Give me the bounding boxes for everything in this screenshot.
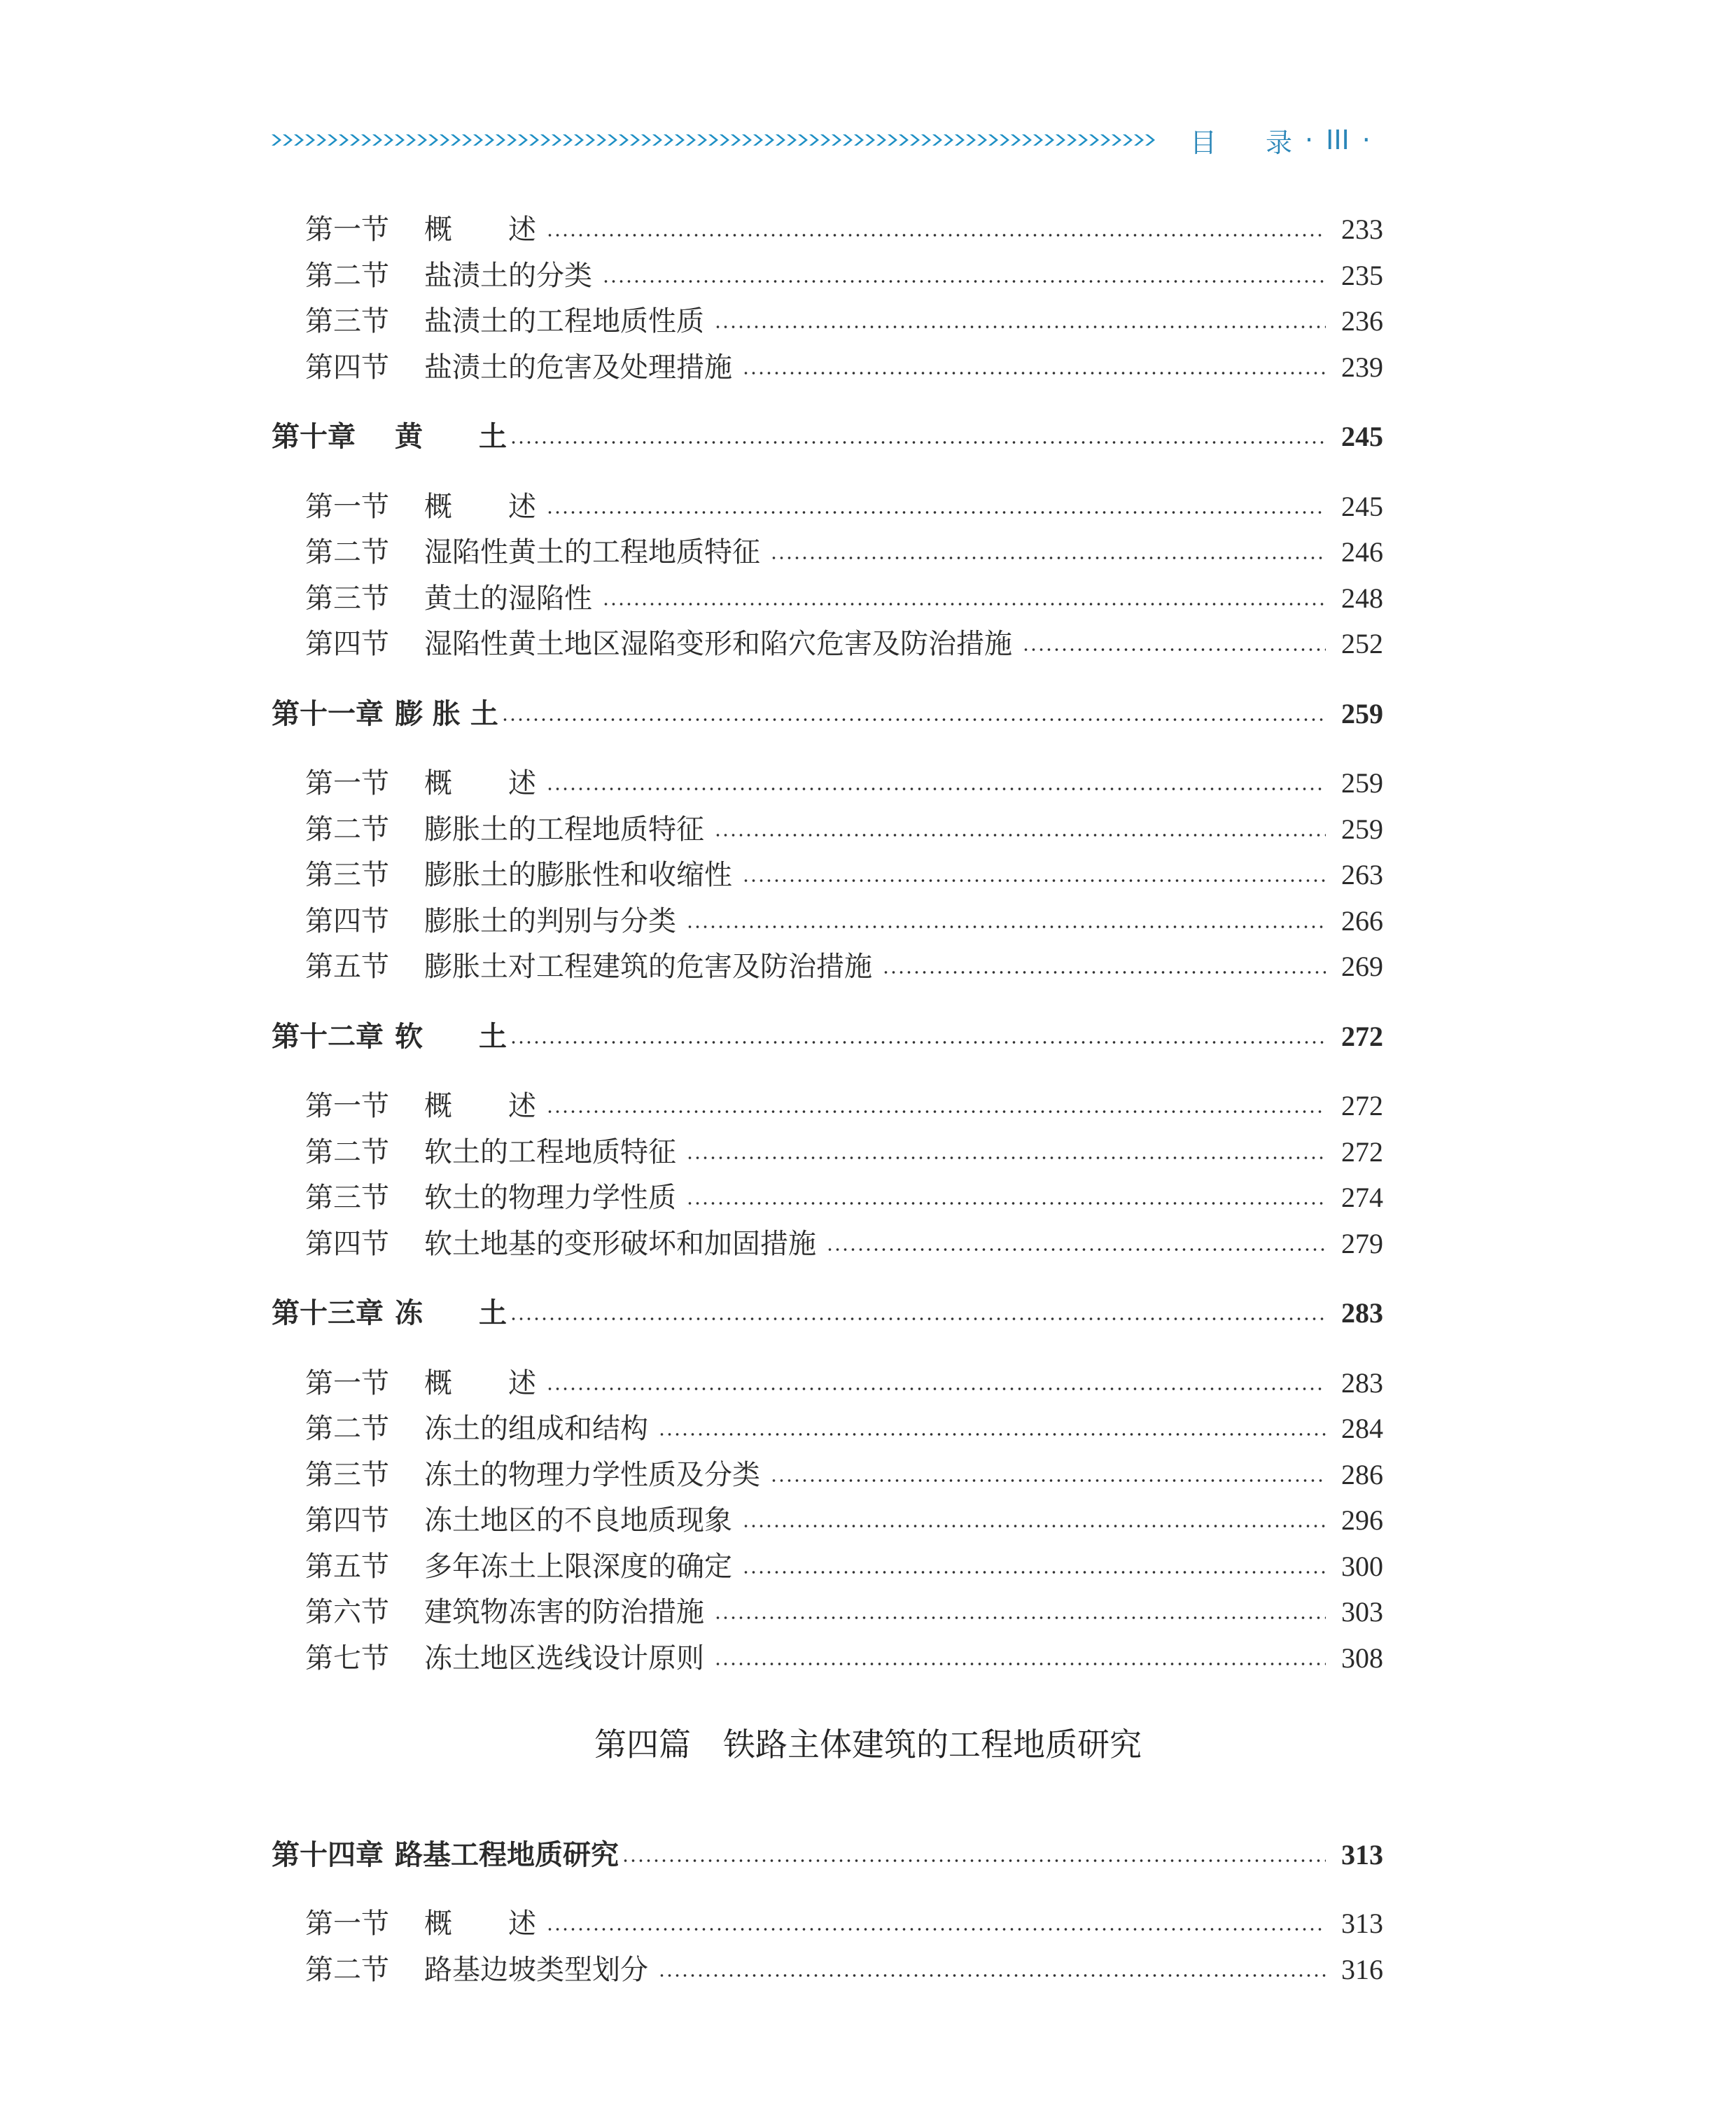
toc-entry-number: 第一节 <box>305 214 389 246</box>
toc-section-row[interactable] <box>305 1636 1383 1678</box>
toc-page-number: 259 <box>1341 767 1383 799</box>
chevron-mark <box>552 134 561 146</box>
toc-section-row[interactable] <box>305 1406 1383 1448</box>
chevron-border-decoration <box>272 132 1161 148</box>
toc-page-number: 283 <box>1341 1366 1383 1399</box>
toc-entry-number: 第一节 <box>305 1366 389 1399</box>
dot-leader <box>742 879 1326 883</box>
toc-entry-title: 膨胀土对工程建筑的危害及防治措施 <box>424 951 872 983</box>
toc-entry-title: 软 土 <box>395 1020 507 1053</box>
chevron-mark <box>428 134 438 146</box>
dot-leader <box>714 833 1326 837</box>
dot-leader <box>686 1201 1326 1205</box>
toc-section-row[interactable] <box>305 1590 1383 1632</box>
chevron-mark <box>820 134 830 146</box>
toc-page-number: 245 <box>1341 421 1383 452</box>
dot-leader <box>770 1478 1326 1483</box>
toc-entry-number: 第一节 <box>305 767 389 799</box>
chevron-mark <box>764 134 774 146</box>
toc-page-number: 286 <box>1341 1458 1383 1490</box>
header-label-mu: 目 <box>1190 127 1217 158</box>
toc-section-row[interactable] <box>305 1947 1383 1989</box>
toc-entry-number: 第四节 <box>305 351 389 384</box>
dot-leader <box>686 925 1326 929</box>
toc-entry-title: 软土地基的变形破坏和加固措施 <box>424 1227 816 1260</box>
toc-section-row[interactable] <box>305 899 1383 941</box>
chevron-mark <box>1145 134 1155 146</box>
dot-leader <box>742 1524 1326 1528</box>
toc-section-row[interactable] <box>305 253 1383 295</box>
dot-leader <box>501 718 1326 722</box>
chevron-mark <box>540 134 550 146</box>
toc-entry-number: 第十章 <box>272 421 356 453</box>
dot-leader <box>686 1156 1326 1160</box>
toc-section-row[interactable] <box>305 807 1383 849</box>
chevron-mark <box>731 134 741 146</box>
toc-chapter-row[interactable] <box>272 1291 1383 1333</box>
dot-leader <box>882 970 1326 974</box>
toc-entry-title: 冻 土 <box>395 1297 507 1329</box>
toc-entry-number: 第二节 <box>305 536 389 568</box>
chevron-mark <box>1067 134 1077 146</box>
toc-page-number: 283 <box>1341 1297 1383 1329</box>
toc-section-row[interactable] <box>305 944 1383 986</box>
chevron-mark <box>1033 134 1043 146</box>
chevron-mark <box>888 134 897 146</box>
toc-section-row[interactable] <box>305 1175 1383 1217</box>
chevron-mark <box>417 134 427 146</box>
toc-section-row[interactable] <box>305 530 1383 572</box>
chevron-mark <box>753 134 763 146</box>
toc-entry-title: 概 述 <box>424 490 536 523</box>
toc-entry-number: 第三节 <box>305 582 389 615</box>
chevron-mark <box>283 134 293 146</box>
toc-page-number: 274 <box>1341 1182 1383 1213</box>
dot-leader <box>602 602 1326 606</box>
chevron-mark <box>630 134 640 146</box>
toc-entry-number: 第二节 <box>305 1135 389 1168</box>
chevron-mark <box>406 134 416 146</box>
chevron-mark <box>1123 134 1133 146</box>
chevron-mark <box>832 134 841 146</box>
part-heading: 第四篇 铁路主体建筑的工程地质研究 <box>594 1726 1142 1763</box>
toc-entry-title: 软土的物理力学性质 <box>424 1182 676 1214</box>
dot-leader <box>770 556 1326 560</box>
chevron-mark <box>966 134 976 146</box>
toc-page-number: 259 <box>1341 697 1383 729</box>
toc-entry-title: 膨胀土的判别与分类 <box>424 904 676 937</box>
chevron-mark <box>708 134 718 146</box>
toc-entry-title: 膨胀土的膨胀性和收缩性 <box>424 859 732 891</box>
toc-entry-number: 第六节 <box>305 1596 389 1628</box>
chevron-mark <box>686 134 696 146</box>
chevron-mark <box>507 134 517 146</box>
toc-entry-title: 冻土地区的不良地质现象 <box>424 1504 732 1537</box>
toc-page-number: 233 <box>1341 214 1383 245</box>
toc-entry-number: 第一节 <box>305 490 389 523</box>
toc-entry-number: 第三节 <box>305 1458 389 1491</box>
dot-leader <box>546 787 1326 791</box>
chevron-mark <box>272 134 281 146</box>
toc-entry-title: 概 述 <box>424 1908 536 1940</box>
toc-entry-title: 建筑物冻害的防治措施 <box>424 1596 704 1628</box>
chevron-mark <box>977 134 987 146</box>
toc-entry-number: 第二节 <box>305 813 389 846</box>
chevron-mark <box>798 134 808 146</box>
toc-entry-title: 黄 土 <box>395 421 507 453</box>
chevron-mark <box>361 134 371 146</box>
toc-section-row[interactable] <box>305 622 1383 664</box>
toc-entry-number: 第十一章 <box>272 697 384 730</box>
chevron-mark <box>585 134 595 146</box>
toc-chapter-row[interactable] <box>272 1833 1383 1875</box>
toc-entry-number: 第五节 <box>305 1550 389 1583</box>
chevron-mark <box>372 134 382 146</box>
toc-page-number: 246 <box>1341 536 1383 568</box>
toc-chapter-row[interactable] <box>272 692 1383 734</box>
toc-entry-title: 路基工程地质研究 <box>395 1839 619 1871</box>
toc-page-number: 296 <box>1341 1504 1383 1536</box>
toc-entry-number: 第四节 <box>305 904 389 937</box>
toc-section-row[interactable] <box>305 1901 1383 1943</box>
dot-leader <box>510 440 1326 445</box>
chevron-mark <box>742 134 752 146</box>
toc-chapter-row[interactable] <box>272 414 1383 456</box>
chevron-mark <box>305 134 315 146</box>
toc-entry-title: 概 述 <box>424 1090 536 1122</box>
toc-page-number: 313 <box>1341 1908 1383 1939</box>
toc-page-number: 239 <box>1341 351 1383 383</box>
toc-entry-number: 第三节 <box>305 305 389 337</box>
chevron-mark <box>608 134 617 146</box>
chevron-mark <box>563 134 573 146</box>
chevron-mark <box>1056 134 1065 146</box>
toc-page-number: 235 <box>1341 259 1383 291</box>
chevron-mark <box>496 134 505 146</box>
chevron-mark <box>596 134 606 146</box>
toc-entry-title: 膨 胀 土 <box>395 697 498 730</box>
chevron-mark <box>675 134 685 146</box>
chevron-mark <box>1112 134 1121 146</box>
chevron-mark <box>664 134 673 146</box>
toc-entry-title: 概 述 <box>424 1366 536 1399</box>
toc-section-row[interactable] <box>305 853 1383 895</box>
toc-page-number: 300 <box>1341 1550 1383 1582</box>
toc-entry-number: 第四节 <box>305 1504 389 1537</box>
toc-entry-title: 路基边坡类型划分 <box>424 1953 648 1986</box>
chevron-mark <box>787 134 797 146</box>
toc-entry-title: 膨胀土的工程地质特征 <box>424 813 704 846</box>
dot-leader <box>546 1927 1326 1931</box>
toc-section-row[interactable] <box>305 761 1383 803</box>
dot-leader <box>714 1662 1326 1666</box>
toc-page-number: 272 <box>1341 1090 1383 1121</box>
toc-page-number: 269 <box>1341 951 1383 982</box>
toc-page-number: 236 <box>1341 305 1383 337</box>
toc-section-row[interactable] <box>305 1361 1383 1403</box>
dot-leader <box>510 1317 1326 1321</box>
toc-chapter-row[interactable] <box>272 1014 1383 1056</box>
header-title <box>1190 121 1383 160</box>
toc-page-number: 308 <box>1341 1642 1383 1674</box>
toc-entry-title: 盐渍土的危害及处理措施 <box>424 351 732 384</box>
toc-entry-number: 第十二章 <box>272 1020 384 1053</box>
toc-page-number: 279 <box>1341 1227 1383 1259</box>
toc-entry-number: 第七节 <box>305 1642 389 1674</box>
chevron-mark <box>652 134 662 146</box>
toc-entry-number: 第十三章 <box>272 1297 384 1329</box>
chevron-mark <box>294 134 304 146</box>
chevron-mark <box>1000 134 1009 146</box>
toc-page-number: 316 <box>1341 1953 1383 1985</box>
chevron-mark <box>395 134 405 146</box>
dot-leader <box>510 1040 1326 1044</box>
toc-entry-title: 黄土的湿陷性 <box>424 582 592 615</box>
toc-section-row[interactable] <box>305 207 1383 249</box>
toc-page-number: 284 <box>1341 1413 1383 1444</box>
chevron-mark <box>316 134 326 146</box>
toc-entry-number: 第二节 <box>305 1953 389 1986</box>
chevron-mark <box>1089 134 1099 146</box>
toc-entry-title: 概 述 <box>424 767 536 799</box>
dot-leader <box>546 1387 1326 1391</box>
chevron-strip-icon <box>272 132 1161 148</box>
header-page-number: III <box>1326 125 1350 155</box>
chevron-mark <box>641 134 651 146</box>
toc-page-number: 263 <box>1341 859 1383 890</box>
toc-section-row[interactable] <box>305 1130 1383 1172</box>
toc-entry-number: 第四节 <box>305 628 389 660</box>
toc-section-row[interactable] <box>305 299 1383 341</box>
toc-section-row[interactable] <box>305 1453 1383 1495</box>
header-label-lu: 录 <box>1266 127 1293 158</box>
toc-entry-number: 第一节 <box>305 1908 389 1940</box>
toc-entry-title: 湿陷性黄土的工程地质特征 <box>424 536 760 568</box>
dot-leader <box>714 1616 1326 1620</box>
chevron-mark <box>865 134 875 146</box>
chevron-mark <box>809 134 819 146</box>
toc-section-row[interactable] <box>305 1544 1383 1586</box>
toc-entry-title: 软土的工程地质特征 <box>424 1135 676 1168</box>
toc-page-number: 272 <box>1341 1020 1383 1052</box>
toc-entry-number: 第五节 <box>305 951 389 983</box>
toc-page-number: 266 <box>1341 904 1383 937</box>
dot-leader <box>602 279 1326 284</box>
toc-entry-number: 第三节 <box>305 1182 389 1214</box>
chevron-mark <box>451 134 461 146</box>
header-dot-left: · <box>1305 125 1314 155</box>
chevron-mark <box>1022 134 1032 146</box>
chevron-mark <box>776 134 785 146</box>
toc-page-number: 245 <box>1341 490 1383 522</box>
chevron-mark <box>574 134 584 146</box>
toc-section-row[interactable] <box>305 345 1383 387</box>
chevron-mark <box>843 134 853 146</box>
chevron-mark <box>988 134 998 146</box>
chevron-mark <box>899 134 909 146</box>
dot-leader <box>658 1432 1326 1436</box>
toc-entry-title: 冻土的物理力学性质及分类 <box>424 1458 760 1491</box>
dot-leader <box>546 1110 1326 1114</box>
toc-section-row[interactable] <box>305 1498 1383 1540</box>
chevron-mark <box>944 134 953 146</box>
chevron-mark <box>720 134 729 146</box>
toc-entry-number: 第四节 <box>305 1227 389 1260</box>
dot-leader <box>826 1247 1326 1252</box>
chevron-mark <box>484 134 494 146</box>
chevron-mark <box>518 134 528 146</box>
chevron-mark <box>350 134 360 146</box>
dot-leader <box>1022 648 1326 652</box>
toc-entry-title: 湿陷性黄土地区湿陷变形和陷穴危害及防治措施 <box>424 628 1012 660</box>
chevron-mark <box>462 134 472 146</box>
chevron-mark <box>339 134 349 146</box>
dot-leader <box>714 325 1326 329</box>
chevron-mark <box>1134 134 1144 146</box>
dot-leader <box>742 1570 1326 1574</box>
chevron-mark <box>921 134 931 146</box>
toc-entry-number: 第二节 <box>305 1413 389 1445</box>
toc-entry-title: 多年冻土上限深度的确定 <box>424 1550 732 1583</box>
toc-entry-number: 第二节 <box>305 259 389 292</box>
header-dot-right: · <box>1362 125 1371 155</box>
toc-entry-title: 盐渍土的分类 <box>424 259 592 292</box>
dot-leader <box>622 1859 1326 1863</box>
chevron-mark <box>384 134 393 146</box>
toc-page-number: 252 <box>1341 628 1383 659</box>
toc-page-number: 303 <box>1341 1596 1383 1628</box>
toc-entry-number: 第三节 <box>305 859 389 891</box>
chevron-mark <box>932 134 942 146</box>
dot-leader <box>742 371 1326 375</box>
running-header <box>272 125 1406 158</box>
chevron-mark <box>910 134 920 146</box>
toc-page-number: 259 <box>1341 813 1383 845</box>
toc-section-row[interactable] <box>305 576 1383 618</box>
chevron-mark <box>328 134 337 146</box>
chevron-mark <box>1078 134 1088 146</box>
toc-entry-title: 盐渍土的工程地质性质 <box>424 305 704 337</box>
chevron-mark <box>1044 134 1054 146</box>
toc-page-number: 248 <box>1341 582 1383 614</box>
dot-leader <box>546 233 1326 237</box>
toc-entry-number: 第一节 <box>305 1090 389 1122</box>
chevron-mark <box>697 134 707 146</box>
chevron-mark <box>876 134 886 146</box>
chevron-mark <box>619 134 629 146</box>
toc-entry-number: 第十四章 <box>272 1839 384 1871</box>
chevron-mark <box>955 134 965 146</box>
chevron-mark <box>473 134 483 146</box>
dot-leader <box>658 1973 1326 1978</box>
chevron-mark <box>440 134 449 146</box>
toc-section-row[interactable] <box>305 484 1383 526</box>
toc-entry-title: 冻土的组成和结构 <box>424 1413 648 1445</box>
toc-entry-title: 概 述 <box>424 214 536 246</box>
toc-section-row[interactable] <box>305 1222 1383 1264</box>
toc-page-number: 313 <box>1341 1839 1383 1870</box>
toc-page-number: 272 <box>1341 1135 1383 1168</box>
toc-section-row[interactable] <box>305 1084 1383 1126</box>
chevron-mark <box>529 134 539 146</box>
chevron-mark <box>1100 134 1110 146</box>
chevron-mark <box>854 134 864 146</box>
toc-entry-title: 冻土地区选线设计原则 <box>424 1642 704 1674</box>
dot-leader <box>546 510 1326 515</box>
chevron-mark <box>1011 134 1021 146</box>
